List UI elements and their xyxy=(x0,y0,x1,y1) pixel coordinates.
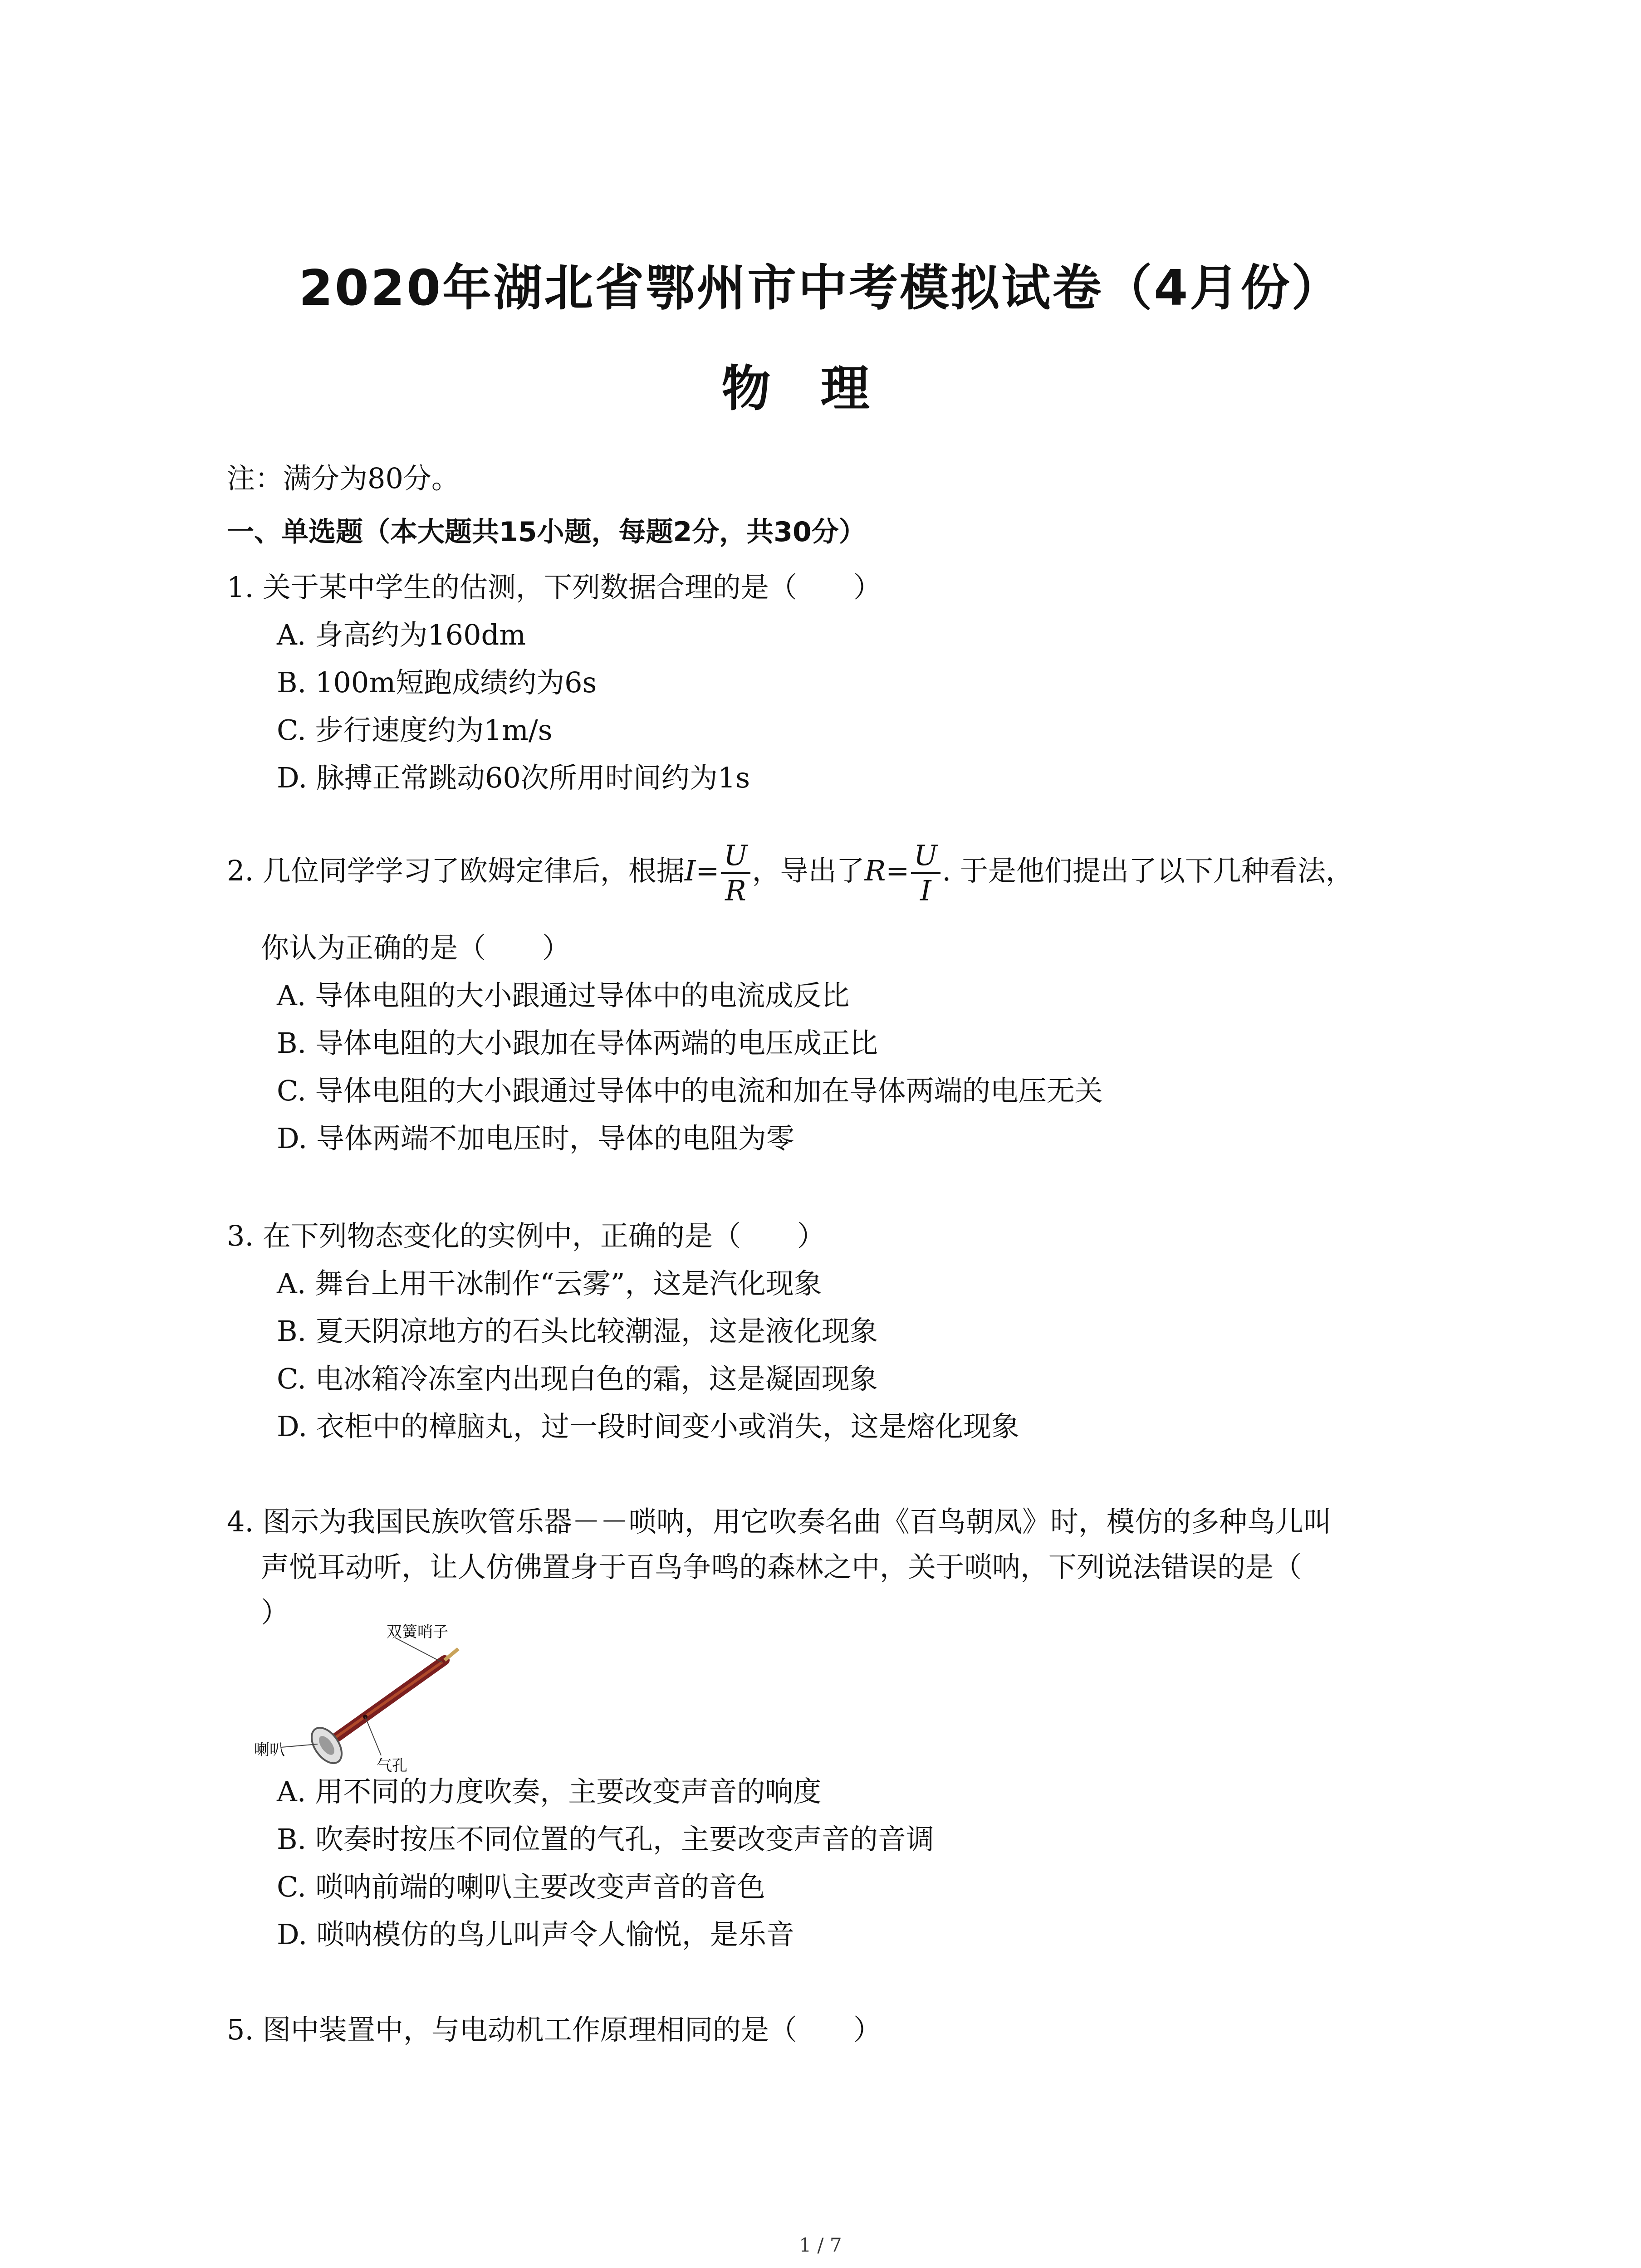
question-2-option-d: D. 导体两端不加电压时，导体的电阻为零 xyxy=(277,1122,794,1155)
question-4-option-b: B. 吹奏时按压不同位置的气孔，主要改变声音的音调 xyxy=(277,1823,934,1856)
question-4-stem-line-2: 声悦耳动听，让人仿佛置身于百鸟争鸣的森林之中，关于唢呐，下列说法错误的是（ xyxy=(261,1550,1302,1584)
question-3-stem: 3. 在下列物态变化的实例中，正确的是（ ） xyxy=(227,1219,825,1252)
question-3-option-a: A. 舞台上用干冰制作“云雾”，这是汽化现象 xyxy=(277,1267,822,1300)
question-1-option-c: C. 步行速度约为1m/s xyxy=(277,714,553,747)
question-4-option-d: D. 唢呐模仿的鸟儿叫声令人愉悦，是乐音 xyxy=(277,1918,794,1951)
question-1-option-a: A. 身高约为160dm xyxy=(277,618,526,651)
question-2-option-c: C. 导体电阻的大小跟通过导体中的电流和加在导体两端的电压无关 xyxy=(277,1074,1103,1107)
question-2-stem-pre: 2. 几位同学学习了欧姆定律后，根据 xyxy=(227,854,685,888)
label-air-hole: 气孔 xyxy=(377,1757,407,1775)
question-1-stem: 1. 关于某中学生的估测，下列数据合理的是（ ） xyxy=(227,571,882,604)
formula-2-denominator: I xyxy=(920,874,931,907)
question-1-option-d: D. 脉搏正常跳动60次所用时间约为1s xyxy=(277,761,750,794)
formula-1-fraction xyxy=(721,841,750,905)
formula-1-numerator: U xyxy=(721,841,750,874)
suona-illustration xyxy=(254,1624,472,1774)
exam-title: 2020年湖北省鄂州市中考模拟试卷（4月份） xyxy=(299,260,1342,317)
label-horn: 喇叭 xyxy=(254,1741,285,1759)
section-heading-single-choice: 一、单选题（本大题共15小题，每题2分，共30分） xyxy=(227,516,866,548)
question-2-stem-continued: 你认为正确的是（ ） xyxy=(261,931,571,964)
question-2-stem-post: . 于是他们提出了以下几种看法， xyxy=(942,854,1354,888)
formula-2-numerator: U xyxy=(911,841,940,874)
hole-leader-line xyxy=(365,1717,381,1755)
question-4-stem-line-3: ） xyxy=(261,1596,289,1629)
question-2-stem xyxy=(227,841,1354,905)
formula-1-denominator: R xyxy=(725,874,746,907)
question-1-option-b: B. 100m短跑成绩约为6s xyxy=(277,666,597,699)
question-5-stem: 5. 图中装置中，与电动机工作原理相同的是（ ） xyxy=(227,2013,882,2046)
label-double-reed: 双簧哨子 xyxy=(387,1623,448,1641)
suona-figure xyxy=(254,1624,472,1774)
question-2-stem-mid: ，导出了 xyxy=(752,854,865,888)
formula-2-fraction xyxy=(911,841,940,905)
score-note: 注：满分为80分。 xyxy=(227,462,460,495)
question-2-option-a: A. 导体电阻的大小跟通过导体中的电流成反比 xyxy=(277,979,850,1012)
question-3-option-d: D. 衣柜中的樟脑丸，过一段时间变小或消失，这是熔化现象 xyxy=(277,1410,1019,1443)
question-2-option-b: B. 导体电阻的大小跟加在导体两端的电压成正比 xyxy=(277,1026,878,1060)
question-3-option-b: B. 夏天阴凉地方的石头比较潮湿，这是液化现象 xyxy=(277,1315,878,1348)
question-4-option-a: A. 用不同的力度吹奏，主要改变声音的响度 xyxy=(277,1775,822,1808)
formula-2-lhs: R= xyxy=(864,854,910,888)
question-4-stem-line-1: 4. 图示为我国民族吹管乐器－－唢呐，用它吹奏名曲《百鸟朝凤》时，模仿的多种鸟儿叫 xyxy=(227,1505,1332,1538)
subject-title: 物理 xyxy=(721,361,920,417)
page-number: 1 / 7 xyxy=(799,2234,842,2256)
suona-pipe-highlight xyxy=(336,1662,442,1737)
formula-1-lhs: I= xyxy=(684,854,720,888)
question-3-option-c: C. 电冰箱冷冻室内出现白色的霜，这是凝固现象 xyxy=(277,1362,878,1395)
horn-leader-line xyxy=(281,1744,318,1747)
suona-reed xyxy=(445,1649,458,1660)
question-4-option-c: C. 唢呐前端的喇叭主要改变声音的音色 xyxy=(277,1870,765,1903)
